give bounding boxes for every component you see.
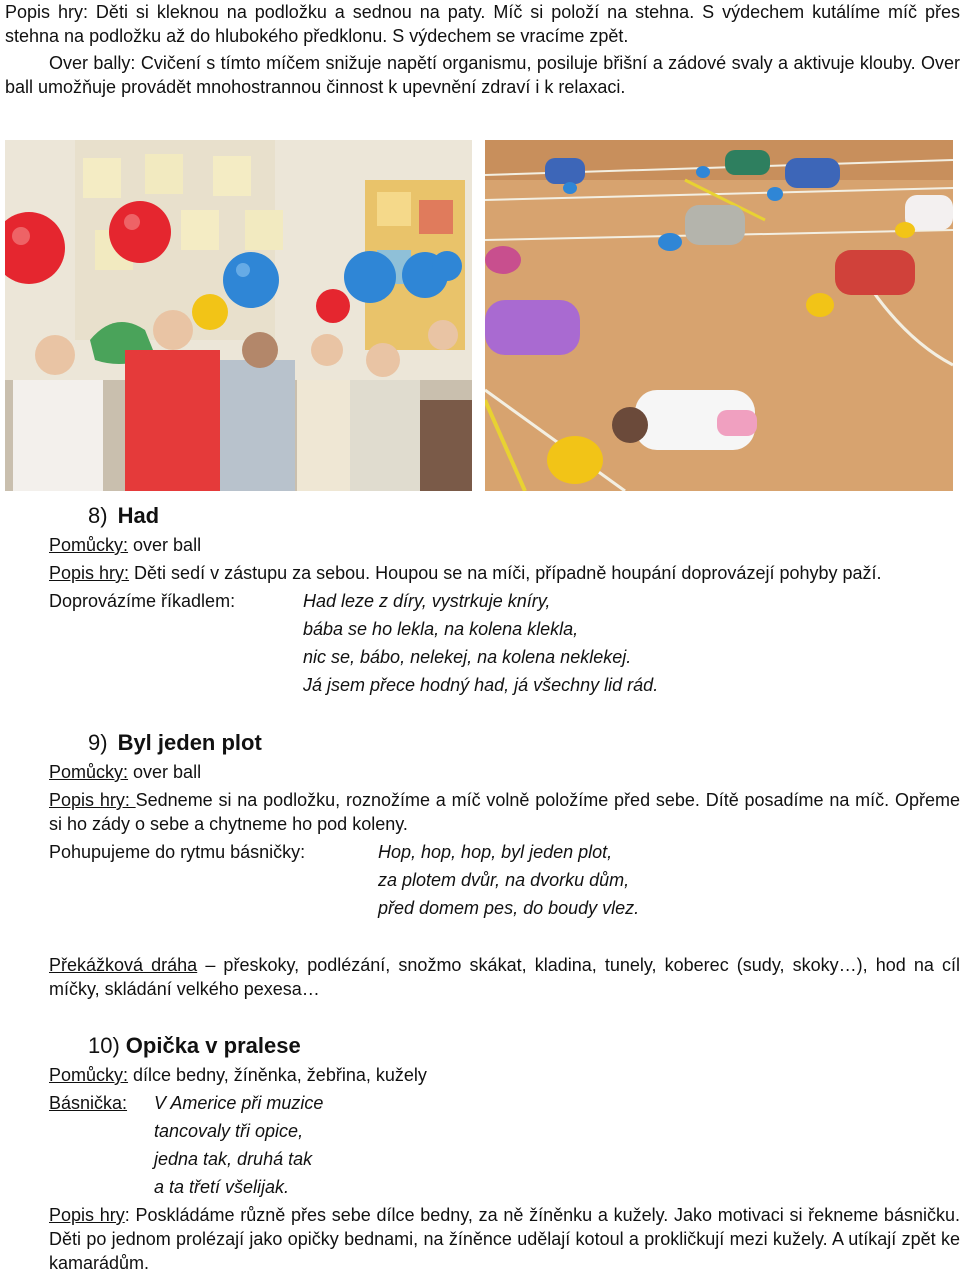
section-title: Opička v pralese	[125, 1033, 301, 1058]
pomucky-label: Pomůcky:	[49, 1065, 129, 1085]
pomucky-value: over ball	[128, 535, 202, 555]
pomucky-value: over ball	[128, 762, 202, 782]
section-10-pomucky	[49, 1063, 427, 1087]
popis-text: : Poskládáme různě přes sebe dílce bedny, za ně žíněnku a kužely. Jako motivaci si řekneme básničku. Děti po jednom prolézají jako opičky bednami, na žíněnce udělají kotoul a prokličkují mezi kužely. A utíkají zpět ke kamarádům.	[49, 1205, 960, 1273]
rhyme-line: Já jsem přece hodný had, já všechny lid rád.	[303, 675, 659, 695]
paragraph-over-bally	[5, 51, 960, 99]
rhyme-line: před domem pes, do boudy vlez.	[378, 898, 640, 918]
rhyme-line: Hop, hop, hop, byl jeden plot,	[378, 842, 613, 862]
pomucky-label: Pomůcky:	[49, 535, 129, 555]
popis-text: Děti sedí v zástupu za sebou. Houpou se na míči, případně houpání doprovázejí pohyby paží.	[129, 563, 882, 583]
rhyme-line: Had leze z díry, vystrkuje kníry,	[303, 591, 551, 611]
basnicka-label: Básnička:	[49, 1093, 128, 1113]
gym-floor-stretching-photo	[485, 140, 953, 491]
rhyme-line: jedna tak, druhá tak	[154, 1149, 313, 1169]
section-number: 8)	[88, 503, 108, 528]
rhyme-line: tancovaly tři opice,	[154, 1121, 304, 1141]
section-title: Had	[117, 503, 160, 528]
section-number: 10)	[88, 1033, 120, 1058]
popis-label: Popis hry:	[49, 563, 130, 583]
obstacle-label: Překážková dráha	[49, 955, 198, 975]
rhyme-line: nic se, bábo, nelekej, na kolena neklekej.	[303, 647, 632, 667]
popis-label: Popis hry:	[5, 2, 88, 22]
section-9-heading	[88, 730, 262, 756]
section-10-popis	[49, 1203, 960, 1275]
popis-text: Sedneme si na podložku, roznožíme a míč volně položíme před sebe. Dítě posadíme na míč. Opřeme si ho zády o sebe a chytneme ho pod koleny.	[49, 790, 960, 834]
section-title: Byl jeden plot	[117, 730, 262, 755]
children-with-balls-photo	[5, 140, 472, 491]
section-9-rhyme-intro: Pohupujeme do rytmu básničky:	[49, 842, 306, 862]
obstacle-course-paragraph	[49, 953, 960, 1001]
over-bally-text: Over bally: Cvičení s tímto míčem snižuje napětí organismu, posiluje břišní a zádové svaly a aktivuje klouby. Over ball umožňuje provádět mnohostrannou činnost k upevnění zdraví i k relaxaci.	[5, 53, 960, 97]
pomucky-value: dílce bedny, žíněnka, žebřina, kužely	[128, 1065, 427, 1085]
section-8-popis	[49, 561, 882, 585]
rhyme-line: V Americe při muzice	[154, 1093, 324, 1113]
section-8-heading	[88, 503, 159, 529]
popis-label: Popis hry:	[49, 790, 136, 810]
paragraph-popis-hry	[5, 0, 960, 48]
section-10-heading	[88, 1033, 301, 1059]
obstacle-text: – přeskoky, podlézání, snožmo skákat, kladina, tunely, koberec (sudy, skoky…), hod na cíl míčky, skládání velkého pexesa…	[49, 955, 960, 999]
section-8-pomucky	[49, 533, 201, 557]
popis-text: Děti si kleknou na podložku a sednou na paty. Míč si položí na stehna. S výdechem kutálíme míč přes stehna na podložku až do hlubokého předklonu. S výdechem se vracíme zpět.	[5, 2, 960, 46]
section-number: 9)	[88, 730, 108, 755]
section-8-rhyme-intro: Doprovázíme říkadlem:	[49, 591, 236, 611]
popis-label: Popis hry	[49, 1205, 125, 1225]
section-9-pomucky	[49, 760, 201, 784]
section-9-popis	[49, 788, 960, 836]
rhyme-line: za plotem dvůr, na dvorku dům,	[378, 870, 630, 890]
rhyme-line: bába se ho lekla, na kolena klekla,	[303, 619, 579, 639]
rhyme-line: a ta třetí všelijak.	[154, 1177, 290, 1197]
pomucky-label: Pomůcky:	[49, 762, 129, 782]
